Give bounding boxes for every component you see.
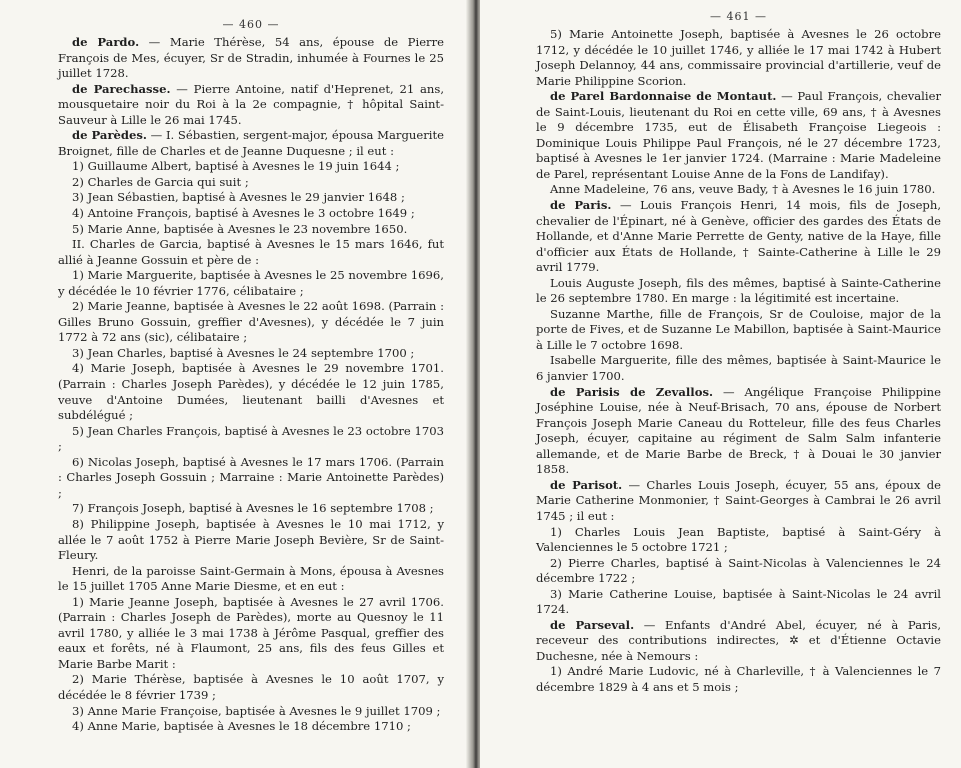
entry-paragraph [58,299,444,346]
entry-paragraph [58,595,444,673]
entry-paragraph [58,517,444,564]
entry-paragraph [536,353,941,384]
entry-paragraph [58,268,444,299]
entry-text: — I. Sébastien, sergent-major, épousa Marguerite Broignet, fille de Charles et de Jeanne Duquesne ; il eut : [58,128,444,158]
entry-text: 2) Marie Thérèse, baptisée à Avesnes le 10 août 1707, y décédée le 8 février 1739 ; [58,672,444,702]
entry-paragraph [58,190,444,206]
entry-keyword: de Parisis de Zevallos. [550,384,714,399]
entry-keyword: de Parechasse. [72,81,171,96]
entry-paragraph [58,175,444,191]
entry-paragraph [536,587,941,618]
entry-text: 1) Marie Jeanne Joseph, baptisée à Avesnes le 27 avril 1706. (Parrain : Charles Joseph de Parèdes), morte au Quesnoy le 11 avril 1780, y alliée le 3 mai 1738 à Jérôme Pasqual, greffier des eaux et forêts, né à Flaumont, 25 ans, fils des feus Gilles et Marie Barbe Marit : [58,594,444,671]
entry-paragraph [58,159,444,175]
entry-paragraph [58,704,444,720]
entry-paragraph [58,346,444,362]
entry-text: 3) Jean Charles, baptisé à Avesnes le 24 septembre 1700 ; [72,345,415,360]
entry-paragraph [536,182,941,198]
entry-paragraph [536,478,941,525]
entry-paragraph [536,276,941,307]
entry-text: 1) Marie Marguerite, baptisée à Avesnes le 25 novembre 1696, y décédée le 10 février 1776, célibataire ; [58,268,444,298]
entry-keyword: de Pardo. [72,35,140,49]
left-page-number: — 460 — [222,18,280,31]
entry-paragraph [536,198,941,276]
entry-text: — Angélique Françoise Philippine Joséphine Louise, née à Neuf-Brisach, 70 ans, épouse de Norbert François Joseph Marie Caneau du Rotteleur, fille des feus Charles Joseph, écuyer, capitaine au régiment de Salm Salm infanterie allemande, et de Marie Barbe de Breck, † à Douai le 30 janvier 1858. [536,384,941,477]
entry-text: 3) Anne Marie Françoise, baptisée à Avesnes le 9 juillet 1709 ; [72,703,441,718]
entry-text: Louis Auguste Joseph, fils des mêmes, baptisé à Sainte-Catherine le 26 septembre 1780. En marge : la légitimité est incertaine. [536,275,941,306]
entry-paragraph [58,128,444,159]
entry-paragraph [58,361,444,423]
entry-text: Isabelle Marguerite, fille des mêmes, baptisée à Saint-Maurice le 6 janvier 1700. [536,353,941,384]
entry-paragraph [536,27,941,89]
entry-text: 4) Marie Joseph, baptisée à Avesnes le 29 novembre 1701. (Parrain : Charles Joseph Parèdes), y décédée le 12 juin 1785, veuve d'Antoine Dumées, lieutenant bailli d'Avesnes et subdélégué ; [58,361,444,423]
entry-paragraph [58,672,444,703]
entry-text: Anne Madeleine, 76 ans, veuve Bady, † à Avesnes le 16 juin 1780. [550,182,936,197]
entry-paragraph [58,206,444,222]
entry-text: — Paul François, chevalier de Saint-Louis, lieutenant du Roi en cette ville, 69 ans, † à Avesnes le 9 décembre 1735, eut de Élisabeth Françoise Liegeois : Dominique Louis Philippe Paul François, né le 27 décembre 1723, baptisé à Avesnes le 1er janvier 1724. (Marraine : Marie Madeleine de Parel, représentant Louise Anne de la Fons de Landifay). [536,89,941,181]
entry-text: 5) Jean Charles François, baptisé à Avesnes le 23 octobre 1703 ; [58,423,444,454]
entry-paragraph [536,385,941,478]
entry-keyword: de Parseval. [550,617,635,632]
entry-text: 3) Jean Sébastien, baptisé à Avesnes le 29 janvier 1648 ; [72,190,405,205]
entry-paragraph [58,222,444,238]
entry-text: 8) Philippine Joseph, baptisée à Avesnes le 10 mai 1712, y allée le 7 août 1752 à Pierre Marie Joseph Bevière, Sr de Saint-Fleury. [58,516,444,563]
entry-text: 1) Guillaume Albert, baptisé à Avesnes le 19 juin 1644 ; [72,159,400,174]
right-page-number: — 461 — [710,10,767,23]
entry-paragraph [58,35,444,82]
entry-paragraph [536,618,941,665]
entry-keyword: de Paris. [550,198,612,213]
entry-text: 1) André Marie Ludovic, né à Charleville, † à Valenciennes le 7 décembre 1829 à 4 ans et 5 mois ; [536,664,941,694]
right-page [480,0,961,768]
entry-keyword: de Parisot. [550,477,623,492]
entry-text: 5) Marie Antoinette Joseph, baptisée à Avesnes le 26 octobre 1712, y décédée le 10 juillet 1746, y alliée le 17 mai 1742 à Hubert Joseph Delannoy, 44 ans, commissaire provincial d'artillerie, veuf de Marie Philippine Scorion. [536,27,941,88]
entry-text: 3) Marie Catherine Louise, baptisée à Saint-Nicolas le 24 avril 1724. [536,586,941,617]
left-page [0,0,472,768]
entry-text: Henri, de la paroisse Saint-Germain à Mons, épousa à Avesnes le 15 juillet 1705 Anne Marie Diesme, et en eut : [58,563,444,594]
right-page-body [536,27,941,696]
entry-text: 2) Marie Jeanne, baptisée à Avesnes le 22 août 1698. (Parrain : Gilles Bruno Gossuin, greffier d'Avesnes), y décédée le 7 juin 1772 à 72 ans (sic), célibataire ; [58,299,444,345]
entry-text: — Pierre Antoine, natif d'Heprenet, 21 ans, mousquetaire noir du Roi à la 2e compagnie, † hôpital Saint-Sauveur à Lille le 26 mai 1745. [58,81,444,127]
entry-paragraph [536,664,941,695]
entry-paragraph [58,424,444,455]
entry-text: 5) Marie Anne, baptisée à Avesnes le 23 novembre 1650. [72,221,408,236]
entry-text: 2) Pierre Charles, baptisé à Saint-Nicolas à Valenciennes le 24 décembre 1722 ; [536,555,941,586]
entry-keyword: de Parèdes. [72,128,147,143]
entry-text: Suzanne Marthe, fille de François, Sr de Couloise, major de la porte de Fives, et de Suzanne Le Mabillon, baptisée à Saint-Maurice à Lille le 7 octobre 1698. [536,306,941,352]
entry-text: 2) Charles de Garcia qui suit ; [72,174,249,189]
entry-text: 4) Antoine François, baptisé à Avesnes le 3 octobre 1649 ; [72,206,415,221]
left-page-body [58,35,444,735]
entry-text: — Marie Thérèse, 54 ans, épouse de Pierre François de Mes, écuyer, Sr de Stradin, inhumée à Fournes le 25 juillet 1728. [58,35,445,81]
entry-text: 7) François Joseph, baptisé à Avesnes le 16 septembre 1708 ; [72,501,434,516]
entry-paragraph [58,455,444,502]
entry-paragraph [536,307,941,354]
entry-paragraph [536,556,941,587]
entry-text: 1) Charles Louis Jean Baptiste, baptisé à Saint-Géry à Valenciennes le 5 octobre 1721 ; [536,524,941,555]
entry-paragraph [58,719,444,735]
entry-text: 4) Anne Marie, baptisée à Avesnes le 18 décembre 1710 ; [72,719,411,734]
entry-paragraph [58,82,444,129]
entry-keyword: de Parel Bardonnaise de Montaut. [550,89,777,104]
entry-text: — Louis François Henri, 14 mois, fils de Joseph, chevalier de l'Épinart, né à Genève, officier des gardes des États de Hollande, et d'Anne Marie Perrette de Genty, native de la Haye, fille d'officier aux États de Hollande, † Sainte-Catherine à Lille le 29 avril 1779. [536,198,941,275]
entry-paragraph [536,525,941,556]
entry-paragraph [58,501,444,517]
entry-text: II. Charles de Garcia, baptisé à Avesnes le 15 mars 1646, fut allié à Jeanne Gossuin et père de : [58,237,444,267]
entry-paragraph [58,237,444,268]
entry-paragraph [536,89,941,182]
entry-text: — Enfants d'André Abel, écuyer, né à Paris, receveur des contributions indirectes, ✲ et d'Étienne Octavie Duchesne, née à Nemours : [536,617,942,663]
entry-text: — Charles Louis Joseph, écuyer, 55 ans, époux de Marie Catherine Monmonier, † Saint-Georges à Cambrai le 26 avril 1745 ; il eut : [536,477,941,523]
entry-paragraph [58,564,444,595]
entry-text: 6) Nicolas Joseph, baptisé à Avesnes le 17 mars 1706. (Parrain : Charles Joseph Gossuin ; Marraine : Marie Antoinette Parèdes) ; [58,454,444,500]
